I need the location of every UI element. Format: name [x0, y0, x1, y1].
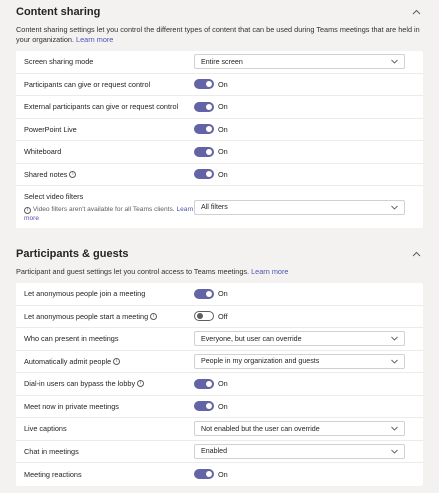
dropdown-value: Entire screen	[201, 57, 243, 66]
setting-label: Who can present in meetings	[24, 334, 119, 344]
setting-row-who-can-present	[16, 328, 423, 351]
dropdown-value: People in my organization and guests	[201, 357, 320, 366]
toggle-state: On	[218, 289, 228, 299]
setting-row-meeting-reactions	[16, 463, 423, 486]
setting-row-anonymous-start	[16, 306, 423, 329]
setting-label: Whiteboard	[24, 147, 62, 157]
setting-row-dial-in-bypass	[16, 373, 423, 396]
setting-row-anonymous-join	[16, 283, 423, 306]
chat-in-meetings-dropdown[interactable]	[194, 444, 405, 459]
info-icon: i	[24, 207, 31, 214]
who-can-present-dropdown[interactable]	[194, 331, 405, 346]
participants-desc-text: Participant and guest settings let you control access to Teams meetings.	[16, 267, 250, 276]
content-sharing-header[interactable]	[0, 0, 439, 24]
setting-row-live-captions	[16, 418, 423, 441]
content-sharing-title: Content sharing	[16, 6, 101, 18]
participants-card	[16, 283, 423, 486]
info-icon[interactable]: i	[137, 380, 144, 387]
dropdown-value: Enabled	[201, 447, 228, 456]
setting-row-video-filters	[16, 186, 423, 228]
info-icon[interactable]: i	[113, 358, 120, 365]
chevron-down-icon	[391, 358, 398, 365]
setting-label-text: Dial-in users can bypass the lobby	[24, 379, 136, 389]
setting-row-external-participants-control	[16, 96, 423, 119]
dropdown-value: Everyone, but user can override	[201, 334, 302, 343]
dial-in-bypass-toggle[interactable]	[194, 379, 214, 389]
setting-row-participants-control	[16, 74, 423, 97]
content-sharing-learn-more-link[interactable]: Learn more	[76, 35, 114, 44]
setting-label: Meeting reactions	[24, 469, 82, 479]
toggle-state: On	[218, 102, 228, 112]
toggle-state: On	[218, 124, 228, 134]
setting-label: Live captions	[24, 424, 67, 434]
participants-header[interactable]	[0, 242, 439, 266]
powerpoint-live-toggle[interactable]	[194, 124, 214, 134]
hint-learn-more-link[interactable]: Learn more	[24, 205, 194, 222]
setting-label: Screen sharing mode	[24, 57, 94, 67]
setting-row-whiteboard	[16, 141, 423, 164]
hint-text: Video filters aren't available for all Teams clients.	[32, 205, 175, 213]
toggle-state: Off	[218, 311, 228, 321]
section-spacer	[0, 228, 439, 242]
shared-notes-toggle[interactable]	[194, 169, 214, 179]
chevron-down-icon	[391, 204, 398, 211]
chevron-down-icon	[391, 425, 398, 432]
setting-label: Let anonymous people join a meeting	[24, 289, 146, 299]
anonymous-join-toggle[interactable]	[194, 289, 214, 299]
chevron-down-icon	[391, 448, 398, 455]
chevron-up-icon[interactable]	[409, 247, 423, 261]
meeting-reactions-toggle[interactable]	[194, 469, 214, 479]
setting-label-text: Let anonymous people start a meeting	[24, 311, 149, 321]
setting-row-auto-admit	[16, 351, 423, 374]
toggle-state: On	[218, 79, 228, 89]
setting-label: Select video filters	[24, 191, 84, 201]
setting-label: External participants can give or request control	[24, 102, 179, 112]
setting-label-text: Automatically admit people	[24, 356, 112, 366]
content-sharing-description	[0, 25, 439, 45]
participants-learn-more-link[interactable]: Learn more	[251, 267, 289, 276]
toggle-state: On	[218, 147, 228, 157]
setting-label-group	[24, 192, 194, 223]
chevron-down-icon	[391, 335, 398, 342]
setting-row-meet-now-private	[16, 396, 423, 419]
setting-row-screen-sharing-mode	[16, 51, 423, 74]
dropdown-value: Not enabled but the user can override	[201, 424, 320, 433]
participants-title: Participants & guests	[16, 248, 129, 260]
setting-label: Participants can give or request control	[24, 79, 151, 89]
auto-admit-dropdown[interactable]	[194, 354, 405, 369]
video-filters-dropdown[interactable]	[194, 200, 405, 215]
toggle-state: On	[218, 469, 228, 479]
live-captions-dropdown[interactable]	[194, 421, 405, 436]
setting-row-chat-in-meetings	[16, 441, 423, 464]
info-icon[interactable]: i	[69, 171, 76, 178]
setting-label: Chat in meetings	[24, 446, 79, 456]
chevron-down-icon	[391, 58, 398, 65]
toggle-state: On	[218, 401, 228, 411]
content-sharing-card	[16, 51, 423, 228]
setting-row-shared-notes	[16, 164, 423, 187]
setting-label: Meet now in private meetings	[24, 401, 119, 411]
screen-sharing-mode-dropdown[interactable]	[194, 54, 405, 69]
meet-now-private-toggle[interactable]	[194, 401, 214, 411]
toggle-state: On	[218, 169, 228, 179]
whiteboard-toggle[interactable]	[194, 147, 214, 157]
setting-label: PowerPoint Live	[24, 124, 77, 134]
dropdown-value: All filters	[201, 203, 228, 211]
participants-control-toggle[interactable]	[194, 79, 214, 89]
setting-hint	[24, 205, 194, 223]
info-icon[interactable]: i	[150, 313, 157, 320]
setting-label	[24, 170, 194, 179]
anonymous-start-toggle[interactable]	[194, 311, 214, 321]
setting-label	[24, 312, 194, 321]
content-sharing-desc-text: Content sharing settings let you control the different types of content that can be used during Teams meetings that are held in your organization.	[16, 25, 420, 44]
participants-description	[0, 267, 439, 277]
setting-row-powerpoint-live	[16, 119, 423, 142]
external-participants-control-toggle[interactable]	[194, 102, 214, 112]
chevron-up-icon[interactable]	[409, 5, 423, 19]
setting-label	[24, 379, 194, 388]
toggle-state: On	[218, 379, 228, 389]
setting-label	[24, 357, 194, 366]
setting-label-text: Shared notes	[24, 169, 68, 179]
